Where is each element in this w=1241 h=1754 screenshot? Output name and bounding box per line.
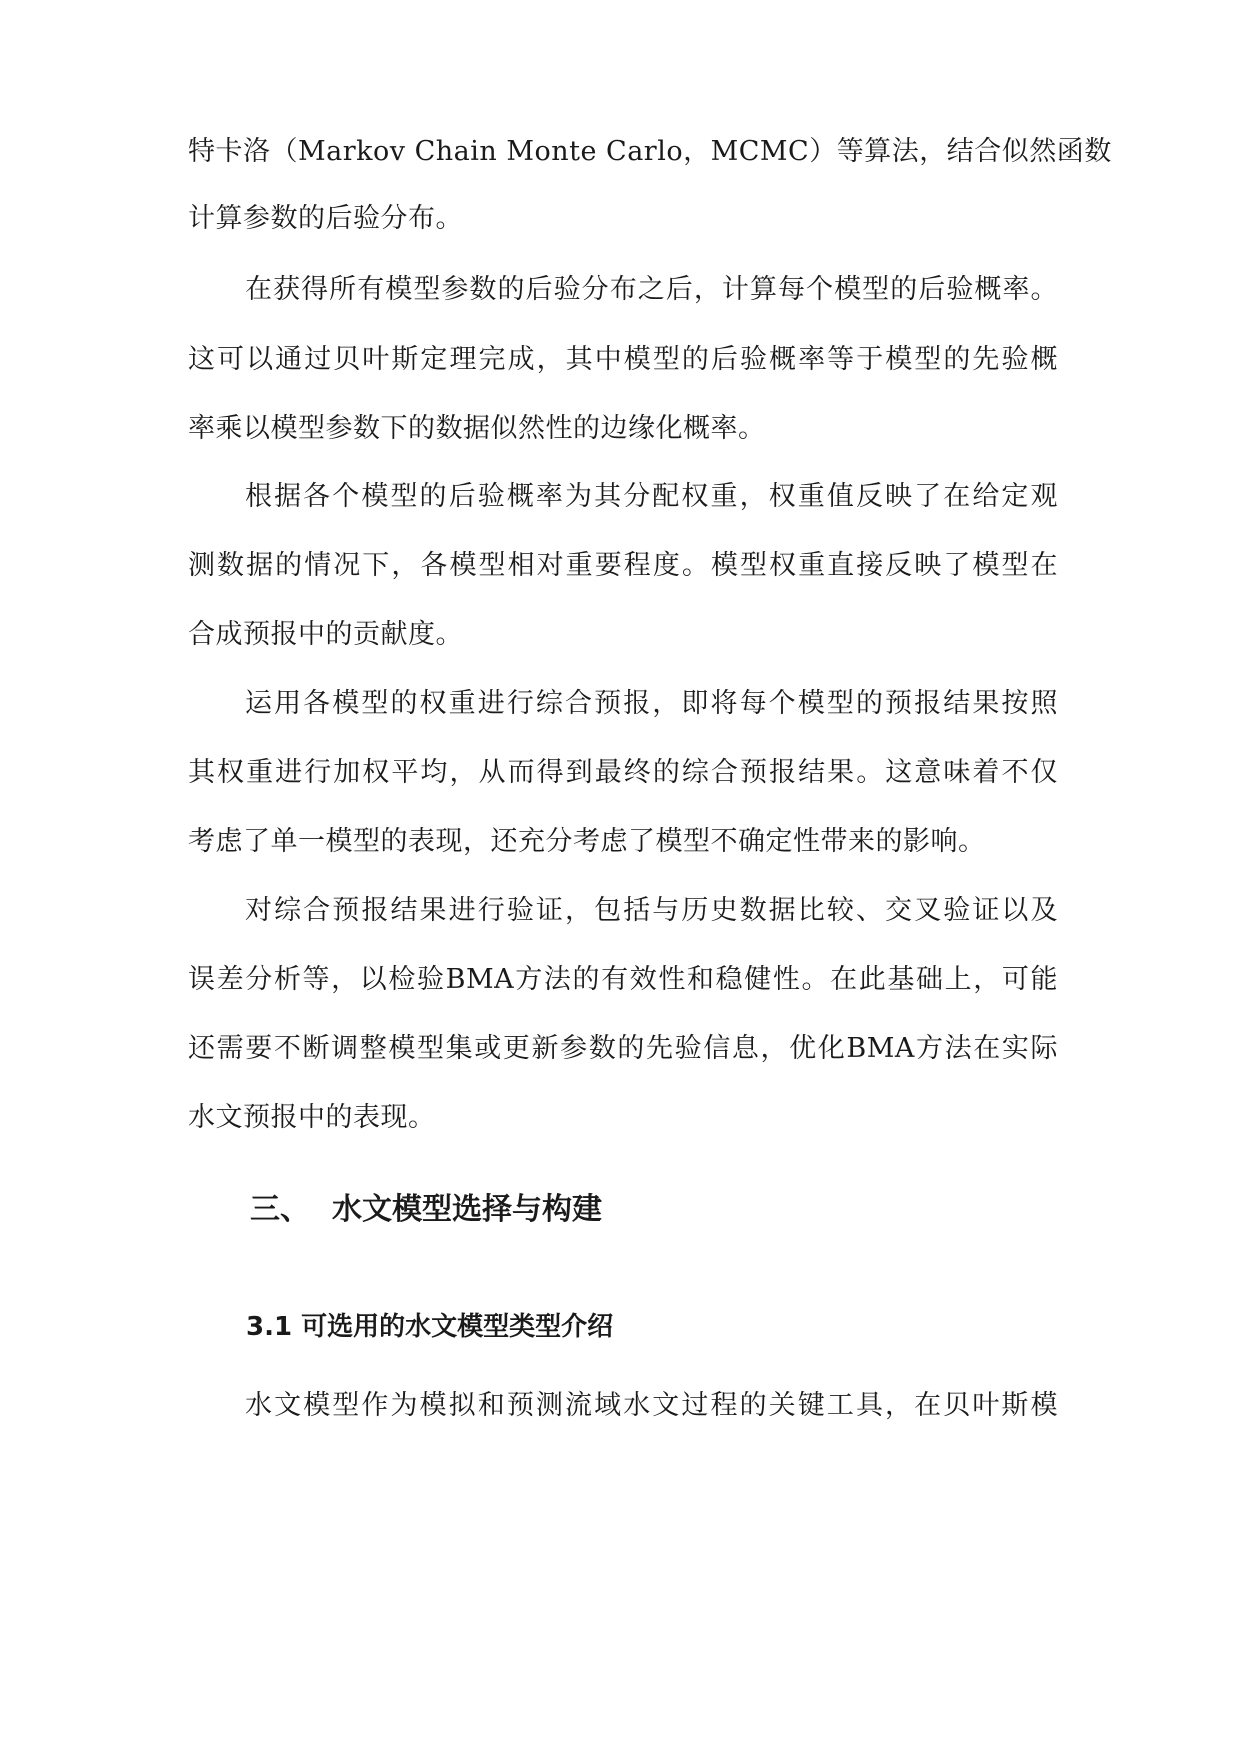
paragraph-line: 测数据的情况下，各模型相对重要程度。模型权重直接反映了模型在	[188, 550, 1058, 581]
paragraph-line: 在获得所有模型参数的后验分布之后，计算每个模型的后验概率。	[245, 274, 1058, 305]
paragraph-line: 运用各模型的权重进行综合预报，即将每个模型的预报结果按照	[245, 688, 1058, 719]
section-number: 三、	[250, 1192, 310, 1227]
paragraph-line: 合成预报中的贡献度。	[188, 619, 463, 650]
paragraph-line: 对综合预报结果进行验证，包括与历史数据比较、交叉验证以及	[245, 895, 1058, 926]
section-title: 水文模型选择与构建	[332, 1192, 602, 1227]
subsection-heading: 3.1 可选用的水文模型类型介绍	[246, 1312, 614, 1342]
paragraph-line: 特卡洛（Markov Chain Monte Carlo，MCMC）等算法，结合似然函数	[188, 136, 1112, 167]
paragraph-line: 这可以通过贝叶斯定理完成，其中模型的后验概率等于模型的先验概	[188, 344, 1058, 375]
section-heading	[250, 1190, 602, 1230]
paragraph-line: 率乘以模型参数下的数据似然性的边缘化概率。	[188, 413, 766, 444]
paragraph-line: 误差分析等，以检验BMA方法的有效性和稳健性。在此基础上，可能	[188, 964, 1058, 995]
paragraph-line: 还需要不断调整模型集或更新参数的先验信息，优化BMA方法在实际	[188, 1033, 1058, 1064]
paragraph-line: 水文预报中的表现。	[188, 1102, 436, 1133]
paragraph-line: 根据各个模型的后验概率为其分配权重，权重值反映了在给定观	[245, 481, 1058, 512]
paragraph-line: 水文模型作为模拟和预测流域水文过程的关键工具，在贝叶斯模	[245, 1390, 1058, 1421]
paragraph-line: 考虑了单一模型的表现，还充分考虑了模型不确定性带来的影响。	[188, 826, 986, 857]
paragraph-line: 其权重进行加权平均，从而得到最终的综合预报结果。这意味着不仅	[188, 757, 1058, 788]
paragraph-line: 计算参数的后验分布。	[188, 203, 463, 234]
